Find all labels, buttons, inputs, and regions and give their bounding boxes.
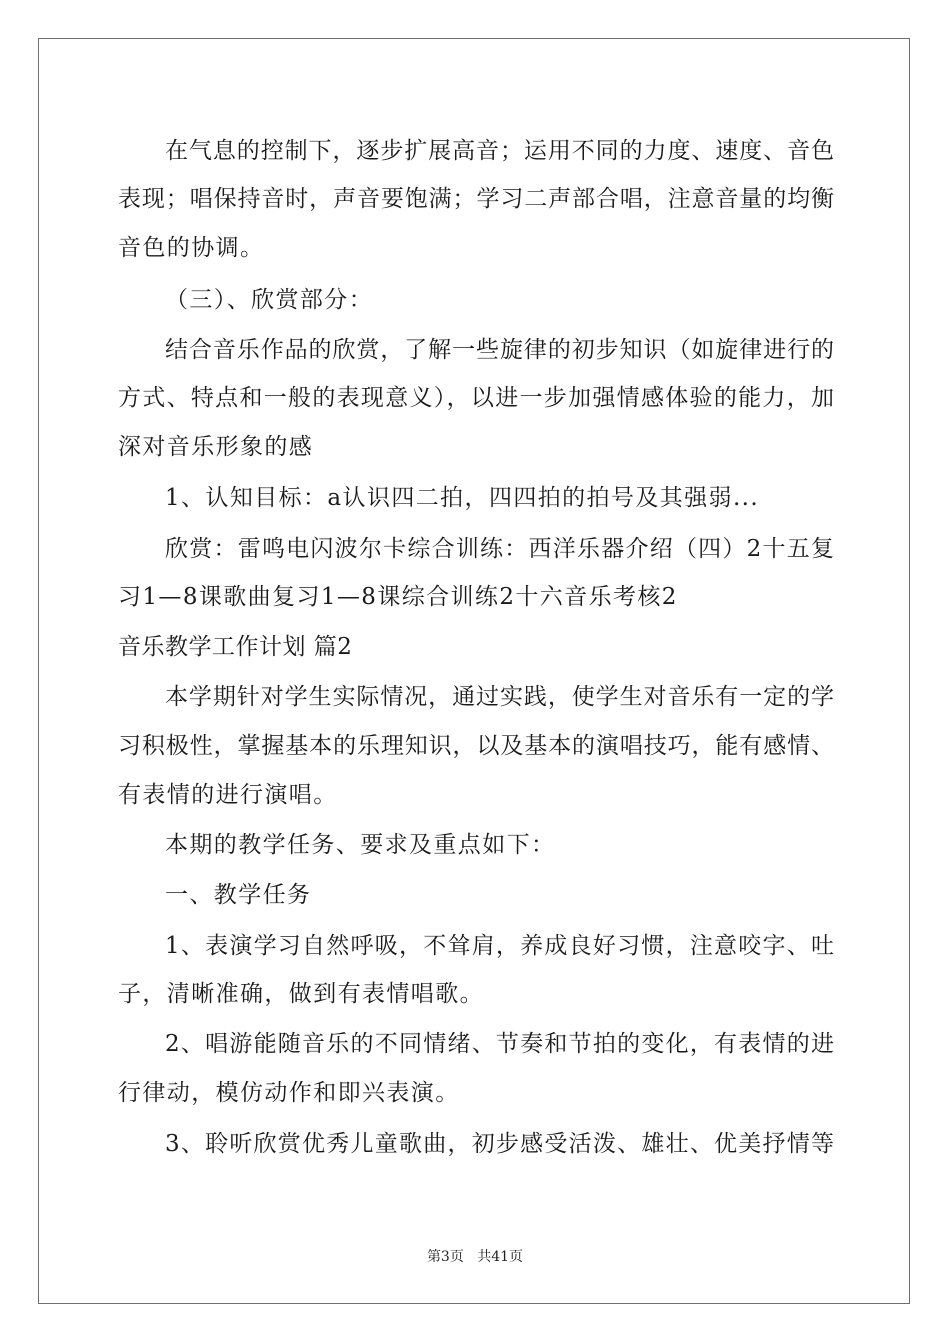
paragraph-line: 欣赏：雷鸣电闪波尔卡综合训练：西洋乐器介绍（四）2十五复 [165, 536, 834, 562]
page-footer [0, 1248, 950, 1266]
page-border [38, 38, 910, 1304]
paragraph-line: 习1—8课歌曲复习1—8课综合训练2十六音乐考核2 [118, 584, 678, 610]
document-heading: 音乐教学工作计划 篇2 [118, 634, 353, 660]
paragraph-line: 习积极性，掌握基本的乐理知识，以及基本的演唱技巧，能有感情、 [118, 733, 834, 759]
paragraph-line: 本学期针对学生实际情况，通过实践，使学生对音乐有一定的学 [165, 684, 834, 710]
paragraph-line: 结合音乐作品的欣赏，了解一些旋律的初步知识（如旋律进行的 [165, 337, 834, 363]
paragraph-line: 方式、特点和一般的表现意义），以进一步加强情感体验的能力，加 [118, 385, 834, 411]
paragraph-line: 1、认知目标：a认识四二拍，四四拍的拍号及其强弱... [165, 485, 760, 511]
paragraph-line: 音色的协调。 [118, 235, 265, 261]
section-heading: （三）、欣赏部分： [165, 287, 374, 313]
paragraph-line: 子，清晰准确，做到有表情唱歌。 [118, 981, 484, 1007]
paragraph-line: 2、唱游能随音乐的不同情绪、节奏和节拍的变化，有表情的进 [165, 1031, 834, 1057]
paragraph-line: 本期的教学任务、要求及重点如下： [165, 832, 556, 858]
paragraph-line: 行律动，模仿动作和即兴表演。 [118, 1080, 460, 1106]
paragraph-line: 深对音乐形象的感 [118, 434, 314, 460]
paragraph-line: 3、聆听欣赏优秀儿童歌曲，初步感受活泼、雄壮、优美抒情等 [165, 1131, 834, 1157]
total-pages: 共41页 [477, 1249, 524, 1265]
page-number: 第3页 [426, 1249, 464, 1265]
paragraph-line: 1、表演学习自然呼吸，不耸肩，养成良好习惯，注意咬字、吐 [165, 933, 834, 959]
paragraph-line: 有表情的进行演唱。 [118, 782, 338, 808]
section-heading: 一、教学任务 [165, 882, 312, 908]
paragraph-line: 表现；唱保持音时，声音要饱满；学习二声部合唱，注意音量的均衡 [118, 186, 834, 212]
paragraph-line: 在气息的控制下，逐步扩展高音；运用不同的力度、速度、音色 [165, 138, 834, 164]
